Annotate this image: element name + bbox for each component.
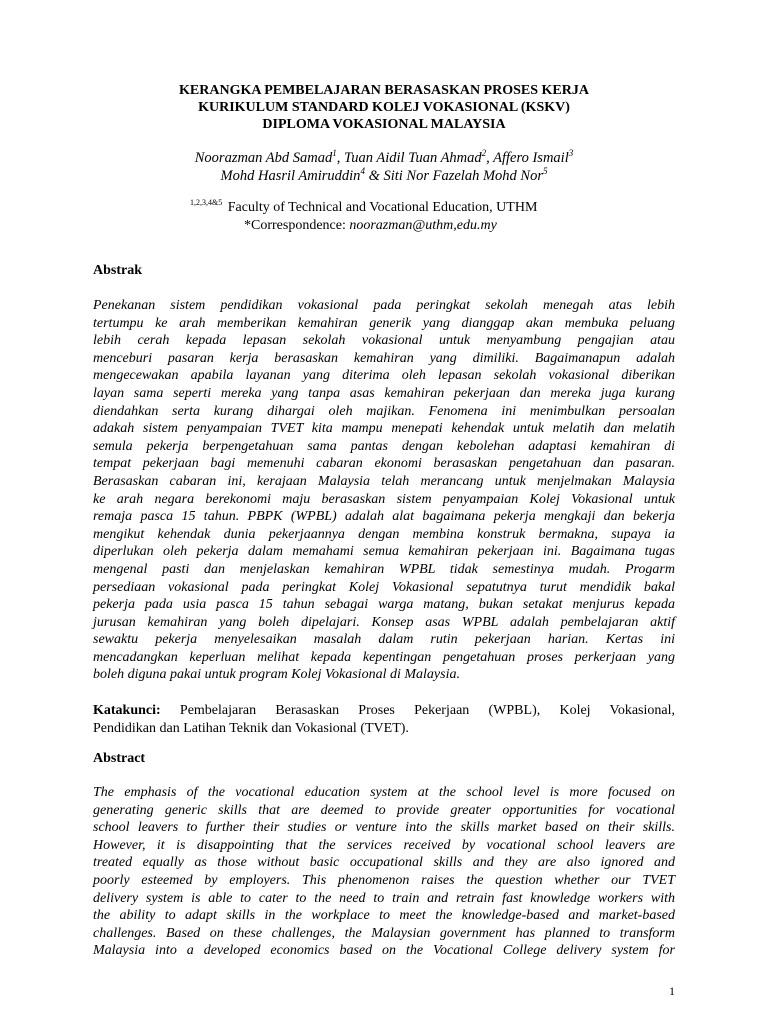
abstract-body bbox=[93, 784, 675, 960]
abstract-line: treated equally as those without basic occupational skills and they are also ignored and bbox=[93, 855, 675, 871]
author-name: Mohd Hasril Amiruddin bbox=[220, 168, 361, 184]
correspondence-label: *Correspondence: bbox=[244, 218, 350, 233]
abstrak-line: lebih cerah kepada lepasan sekolah vokasional untuk menyambung pengajian atau bbox=[93, 333, 675, 349]
abstrak-line: sewaktu pekerja menyelesaikan masalah dalam rutin pekerjaan harian. Kertas ini bbox=[93, 632, 675, 648]
author-list bbox=[0, 149, 768, 185]
katakunci-paragraph bbox=[93, 702, 675, 737]
title-line-2: KURIKULUM STANDARD KOLEJ VOKASIONAL (KSKV) bbox=[198, 100, 570, 115]
author-line-2 bbox=[0, 167, 768, 185]
katakunci-label: Katakunci: bbox=[93, 703, 161, 718]
abstract-line: school leavers to further their studies or venture into the skills market based on their skills. bbox=[93, 820, 675, 836]
affiliation-superscript: 1,2,3,4&5 bbox=[190, 198, 223, 207]
abstract-line: delivery system is able to cater to the need to train and retrain fast knowledge workers with bbox=[93, 890, 675, 906]
abstrak-line: boleh diguna pakai untuk program Kolej Vokasional di Malaysia. bbox=[93, 667, 460, 683]
author-line-1 bbox=[0, 149, 768, 167]
katakunci-text: Pembelajaran Berasaskan Proses Pekerjaan (WPBL), Kolej Vokasional, bbox=[160, 703, 675, 718]
abstrak-line: mengecewakan apabila layanan yang diterima oleh lepasan sekolah vokasional diberikan bbox=[93, 368, 675, 384]
katakunci-line-2: Pendidikan dan Latihan Teknik dan Vokasional (TVET). bbox=[93, 720, 409, 736]
page-number: 1 bbox=[669, 984, 675, 998]
abstrak-line: diendahkan serta kurang dihargai oleh majikan. Fenomena ini menimbulkan persoalan bbox=[93, 403, 675, 419]
abstract-heading: Abstract bbox=[93, 751, 146, 766]
paper-title bbox=[0, 82, 768, 133]
abstract-line: The emphasis of the vocational education system at the school level is more focused on bbox=[93, 785, 675, 800]
author-name: , Tuan Aidil Tuan Ahmad bbox=[336, 150, 482, 166]
correspondence-email: noorazman@uthm,edu.my bbox=[349, 218, 497, 233]
abstrak-line: mengenal pasti dan menjelaskan kemahiran WPBL tidak semestinya mudah. Progarm bbox=[93, 561, 675, 577]
author-name: , Affero Ismail bbox=[486, 150, 569, 166]
katakunci-line-1 bbox=[93, 702, 675, 720]
author-superscript: 2 bbox=[481, 148, 487, 158]
abstrak-line: Penekanan sistem pendidikan vokasional pada peringkat sekolah menegah atas lebih bbox=[93, 298, 675, 313]
author-name: Noorazman Abd Samad bbox=[194, 150, 333, 166]
abstrak-line: jurusan kemahiran yang boleh dipelajari. Konsep asas WPBL adalah pembelajaran aktif bbox=[93, 614, 675, 630]
abstrak-heading: Abstrak bbox=[93, 263, 143, 278]
author-superscript: 5 bbox=[542, 166, 548, 176]
abstrak-line: diperlukan oleh pekerja dalam memahami semua kemahiran pekerjaan ini. Bagaimana tugas bbox=[93, 544, 675, 560]
abstract-line: Malaysia into a developed economics based on the Vocational College delivery system for bbox=[93, 943, 675, 959]
abstrak-body bbox=[93, 297, 675, 684]
abstrak-line: Berasaskan cabaran ini, kerajaan Malaysia telah merancang untuk menjelmakan Malaysia bbox=[93, 473, 675, 489]
author-name: & Siti Nor Fazelah Mohd Nor bbox=[364, 168, 543, 184]
abstract-line: the ability to adapt skills in the workplace to meet the knowledge-based and market-based bbox=[93, 908, 675, 924]
author-superscript: 1 bbox=[332, 148, 337, 158]
abstrak-line: mencadangkan keperluan melihat kepada kepentingan pengetahuan proses perkerjaan yang bbox=[93, 649, 675, 665]
abstrak-line: mengikut kehendak dunia pekerjaannya dengan membina konstruk bermakna, supaya ia bbox=[93, 526, 675, 542]
abstrak-line: ke arah negara berekonomi maju berasaskan sistem penyampaian Kolej Vokasional untuk bbox=[93, 491, 675, 507]
abstrak-line: tertumpu ke arah memberikan kemahiran generik yang dianggap akan membuka peluang bbox=[93, 315, 675, 331]
title-line-1: KERANGKA PEMBELAJARAN BERASASKAN PROSES KERJA bbox=[179, 83, 589, 98]
abstract-line: generating generic skills that are deemed to provide greater opportunities for vocational bbox=[93, 802, 675, 818]
abstrak-line: pekerja pada usia pasca 15 tahun sebagai warga matang, bukan setakat menjurus kepada bbox=[93, 597, 675, 613]
abstract-line: challenges. Based on these challenges, the Malaysian government has planned to transform bbox=[93, 925, 675, 941]
affiliation bbox=[190, 199, 537, 217]
abstrak-line: remaja pasca 15 tahun. PBPK (WPBL) adalah alat bagaimana pekerja mengkaji dan bekerja bbox=[93, 509, 675, 525]
author-superscript: 4 bbox=[360, 166, 365, 176]
abstrak-line: persediaan vokasional pada peringkat Kolej Vokasional sepatutnya turut mendidik bakal bbox=[93, 579, 675, 595]
abstrak-line: layan sama seperti mereka yang tanpa asas kemahiran pekerjaan dan mereka juga kurang bbox=[93, 385, 675, 401]
affiliation-text: Faculty of Technical and Vocational Education, UTHM bbox=[227, 200, 538, 215]
correspondence bbox=[244, 217, 497, 235]
abstrak-line: menceburi pasaran kerja berasaskan kemahiran yang dimiliki. Bagaimanapun adalah bbox=[93, 350, 675, 366]
abstract-line: poorly esteemed by employers. This phenomenon raises the question whether our TVET bbox=[93, 872, 675, 888]
abstrak-line: tempat pekerjaan bagi memenuhi cabaran ekonomi berasaskan pengetahuan dan pasaran. bbox=[93, 456, 675, 472]
title-line-3: DIPLOMA VOKASIONAL MALAYSIA bbox=[262, 117, 506, 132]
abstrak-line: adakah sistem penyampaian TVET kita mampu menepati kehendak untuk melatih dan melatih bbox=[93, 421, 675, 437]
abstrak-line: semula pekerja berpengetahuan sama pantas dengan kebolehan adaptasi kemahiran di bbox=[93, 438, 675, 454]
abstract-line: However, it is disappointing that the services received by vocational school leavers are bbox=[93, 837, 675, 853]
author-superscript: 3 bbox=[568, 148, 574, 158]
